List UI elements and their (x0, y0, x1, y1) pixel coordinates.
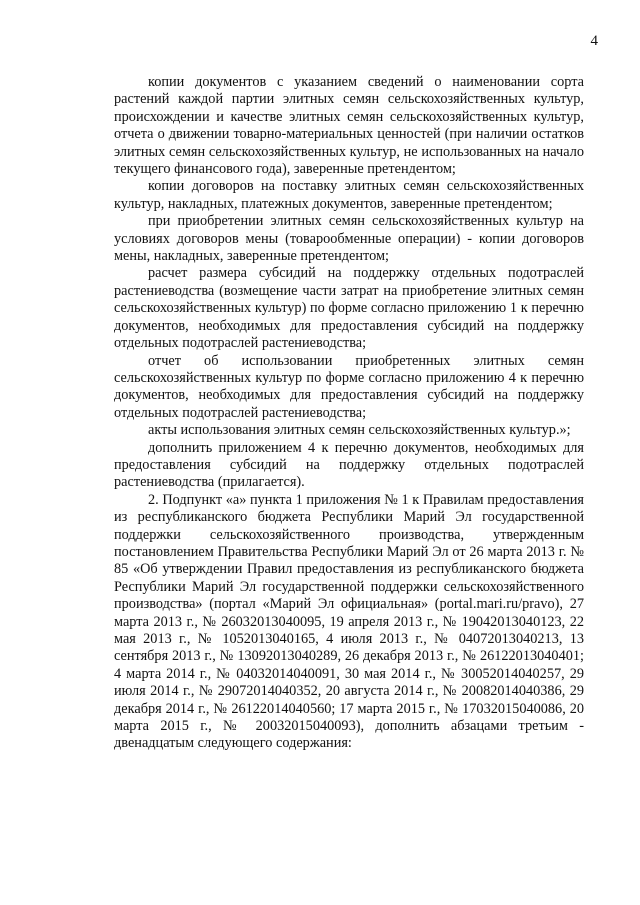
paragraph-add-appendix: дополнить приложением 4 к перечню документов, необходимых для предоставления субсидий на поддержку отдельных подотраслей растениеводства (прилагается). (114, 439, 584, 491)
paragraph-usage-report: отчет об использовании приобретенных элитных семян сельскохозяйственных культур по форме согласно приложению 4 к перечню документов, необходимых для предоставления субсидий на поддержку отдельных подотраслей растениеводства; (114, 352, 584, 421)
paragraph-usage-acts: акты использования элитных семян сельскохозяйственных культур.»; (148, 422, 571, 439)
paragraph-subsidy-calculation: расчет размера субсидий на поддержку отдельных подотраслей растениеводства (возмещение части затрат на приобретение элитных семян сельскохозяйственных культур) по форме согласно приложению 1 к перечню документов, необходимых для предоставления субсидий на поддержку отдельных подотраслей растениеводства; (114, 265, 584, 352)
paragraph-item-2: 2. Подпункт «а» пункта 1 приложения № 1 к Правилам предоставления из республиканского бюджета Республики Марий Эл государственной поддержки сельскохозяйственного производства, утвержденным постановлением Правительства Республики Марий Эл от 26 марта 2013 г. № 85 «Об утверждении Правил предоставления из республиканского бюджета Республики Марий Эл государственной поддержки сельскохозяйственного производства» (портал «Марий Эл официальная» (portal.mari.ru/pravo), 27 марта 2013 г., № 26032013040095, 19 апреля 2013 г., № 19042013040123, 22 мая 2013 г., № 1052013040165, 4 июля 2013 г., № 04072013040213, 13 сентября 2013 г., № 13092013040289, 26 декабря 2013 г., № 26122013040401; 4 марта 2014 г., № 04032014040091, 30 мая 2014 г., № 30052014040257, 29 июля 2014 г., № 29072014040352, 20 августа 2014 г., № 20082014040386, 29 декабря 2014 г., № 26122014040560; 17 марта 2015 г., № 17032015040086, 20 марта 2015 г., № 20032015040093), дополнить абзацами третьим - двенадцатым следующего содержания: (114, 491, 584, 752)
paragraph-documents-copies: копии документов с указанием сведений о наименовании сорта растений каждой партии элитных семян сельскохозяйственных культур, происхождении и качестве элитных семян сельскохозяйственных культур, отчета о движении товарно-материальных ценностей (при наличии остатков элитных семян сельскохозяйственных культур, не использованных на начало текущего финансового года), заверенные претендентом; (114, 74, 584, 178)
paragraph-barter-contracts: при приобретении элитных семян сельскохозяйственных культур на условиях договоров мены (товарообменные операции) - копии договоров мены, накладных, заверенные претендентом; (114, 213, 584, 265)
document-body (114, 74, 584, 753)
page-number: 4 (590, 33, 598, 49)
paragraph-contracts-copies: копии договоров на поставку элитных семян сельскохозяйственных культур, накладных, платежных документов, заверенные претендентом; (114, 178, 584, 212)
